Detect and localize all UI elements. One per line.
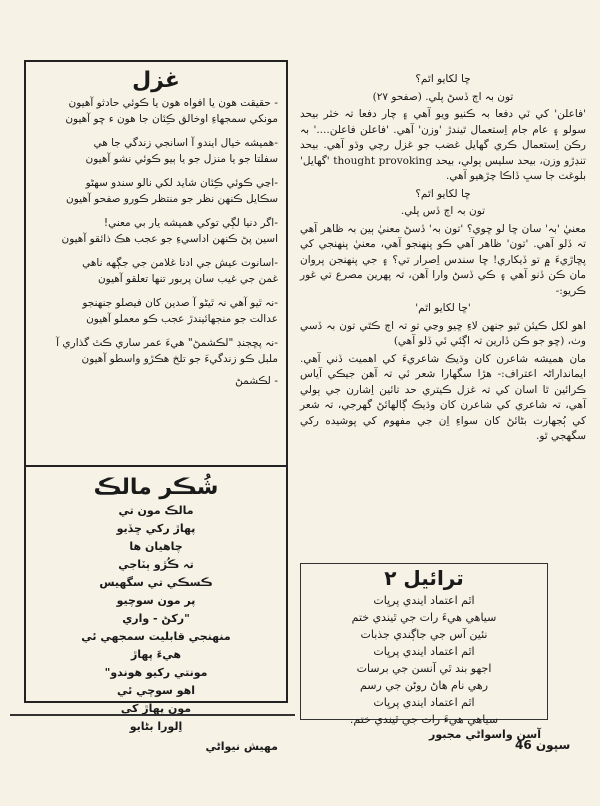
ghazal-poem (26, 62, 286, 467)
shukr-author: مهيش نيواڻي (205, 740, 278, 753)
trailer-line: اٿم اعتماد ايندي پرڀات (373, 696, 475, 709)
ghazal-line: -نہ ٿيو آهي نہ ٿيڻو آ صدين کان فيصلو جنهنجو (82, 297, 278, 309)
shukr-line: مونتي رکيو هوندو" (104, 666, 208, 679)
ghazal-couplet (34, 95, 278, 127)
ghazal-couplet (34, 255, 278, 287)
shukr-line: تہ ڪُڙو ٻٽاجي (118, 558, 194, 571)
ghazal-line: ملبل ڪو زندگيءَ جو تلخ هڪڙو واسطو آهيون (81, 353, 278, 365)
trailer-line: سياهي هيءَ رات جي ٿيندي ختم (351, 611, 497, 624)
ghazal-signature: - لڪشمڻ (235, 375, 278, 387)
shukr-line: پر مون سوچيو (116, 594, 196, 607)
article-paragraph: اهو لکل ڪيئن ٿيو جنهن لاءِ ڇيو وڃي تو تہ اڄ ڪٿي تون بہ ڏسي وٺ، (ڇو جو ڪن ڏارين تہ اڳئي ئي ڏلو آهي) (300, 319, 586, 347)
trailer-line: سياهي هيءَ رات جي ٿيندي ختم. (349, 713, 499, 726)
shukr-line: هيءَ پهاڙ (130, 648, 182, 661)
ghazal-line: اسين پڻ ڪنهن اداسيءِ جو عجب هڪ ذائقو آهيون (61, 233, 278, 245)
shukr-line: پهاڙ رکي ڇڏيو (116, 522, 196, 535)
ghazal-line: مونکي سمجهاءِ اوخالق ڪِئان جا هون ء ڇو آهيون (65, 113, 278, 125)
ghazal-line: -هميشه خيال ايندو آ اسانجي زندگي جا هي (93, 137, 278, 149)
trailer-poem-box (300, 563, 548, 741)
shukr-line: اِلورا بڻايو (129, 720, 183, 733)
shukr-line: مون پهاڙ کي (120, 702, 192, 715)
ghazal-line: -اسانوت عيش جي ادنا غلامن جي جڳهه ناهي (82, 257, 278, 269)
ghazal-couplet (34, 335, 278, 367)
ghazal-line: -اڃي ڪوئي ڪِئان شايد لکي نالو سندو سهڻو (85, 177, 278, 189)
ghazal-couplet (34, 135, 278, 167)
ghazal-line: -اگر دنيا لڳي توکي هميشه يار بي معني! (103, 217, 278, 229)
article-paragraph: 'فاعلن' کي ٽي دفعا بہ ڪنيو ويو آهي ۽ چار دفعا تہ خٽر بيحد سولو ۽ عام جام اِستعمال ٿيندڙ 'وزن' آهي. 'فاعلن فاعلن....' بہ رڪن اِستعمال ڪري گهايل غضب جو غزل رچي وڌو آهي. بيحد تنڊڙو وزن، بيحد سليس ٻولي، بيحد thought provoking 'گهايل' بلوغت جا سڀ ڏاڪا چڙهيو آهي. (300, 108, 586, 182)
ghazal-line: - حقيقت هون يا افواه هون يا ڪوئي حادثو آهيون (68, 97, 278, 109)
shukr-line: منهنجي قابليت سمجهي ئي (81, 630, 231, 643)
ghazal-line: سفلتا جو يا منزل جو يا ٻيو ڪوئي نشو آهيون (85, 153, 278, 165)
trailer-line: اٿم اعتماد ايندي پرڀات (373, 645, 475, 658)
trailer-line: رهي نام هاڻ روڻن جي رسم (359, 679, 489, 692)
article-paragraph: معنيٰ 'بہ' سان ڇا لو ڇوي؟ 'تون بہ' ڏسڻ معنيٰ ٻين بہ ظاهر آهي تہ ڏلو آهي. 'تون' ظاهر آهي ڪو پنهنجو آهي، معنيٰ پنهنجي کي پڇاڙيءَ ۾ تو ڏيکاري! ڇا سندس اِصرار تي؟ ۽ جي پنهنجن پروان مان ڪن ڏنو آهي ۽ ڪي ڏسڻ وارا آهن، تہ پهرين مصرع تي غور ڪريو:- (300, 222, 586, 297)
shukr-line: "رکڻ - واري (122, 612, 190, 625)
critique-article (300, 72, 586, 447)
shukr-line: ڪسڪي تي سگهيس (99, 576, 213, 589)
page-number: سپون 46 (515, 738, 571, 752)
shukr-line: اهو سوچي ئي (117, 684, 195, 697)
poems-box (24, 60, 288, 753)
trailer-line: نئين آس جي جاڳندي جذبات (360, 628, 488, 641)
ghazal-line: غمن جي غيب سان پربور تنها تعلقو آهيون (97, 273, 278, 285)
trailer-author: آسن واسواڻي مجبور (429, 728, 541, 741)
article-paragraph: ڇا لکايو اٿم؟ (415, 73, 471, 85)
trailer-line: اجهو بند ٿي آنسن جي برسات (356, 662, 492, 675)
shukr-line: مالڪ مون تي (118, 504, 194, 517)
trailer-line: اٿم اعتماد ايندي پرڀات (373, 594, 475, 607)
article-paragraph: تون بہ اڄ ڏس پلي. (400, 205, 486, 217)
article-paragraph: تون بہ اڄ ڏسڻ پلي. (صفحو ٢٧) (372, 90, 514, 103)
ghazal-line: سڪايل ڪنهن نظر جو منتظر ڪورو صفحو آهيون (66, 193, 278, 205)
trailer-title: ترائيل ٢ (384, 566, 464, 590)
ghazal-couplet (34, 175, 278, 207)
divider (10, 714, 295, 716)
ghazal-couplet (34, 215, 278, 247)
article-paragraph: 'ڇا لکايو اٿم' (415, 302, 471, 314)
ghazal-title: غزل (132, 68, 180, 93)
shukr-line: چاهيان ها (129, 540, 183, 553)
article-paragraph: مان هميشه شاعرن کان وڌيڪ شاعريءَ کي اهميت ڏني آهي. ايمانداراڻہ اعتراف:- هڙا سگهارا شعر ئي تہ آهن جيڪي آياس ڪرائين ٿا اسان کي تہ غزل ڪيتري حد تائين اِشارن جي ٻولي آهي، تہ شاعري کي شاعرن کان وڌيڪ ڳالهائڻ گهرجي، تہ شعر کي ٻُجهارت بڻائڻ کان سواءِ اِن جي مفهوم کي پوشيده رکي سگهجي ٿو. (300, 352, 586, 442)
shukr-title: شُڪر مالڪ (93, 475, 219, 500)
ghazal-line: عدالت جو منجهائيندڙ عجب ڪو معملو آهيون (86, 313, 278, 325)
ghazal-couplet (34, 295, 278, 327)
article-paragraph: ڇا لکايو اٿم؟ (415, 187, 471, 200)
ghazal-line: -نہ پڇجنڊ "لڪشمڻ" هيءَ عمر ساري ڪٿ گذاري آ (56, 337, 278, 349)
